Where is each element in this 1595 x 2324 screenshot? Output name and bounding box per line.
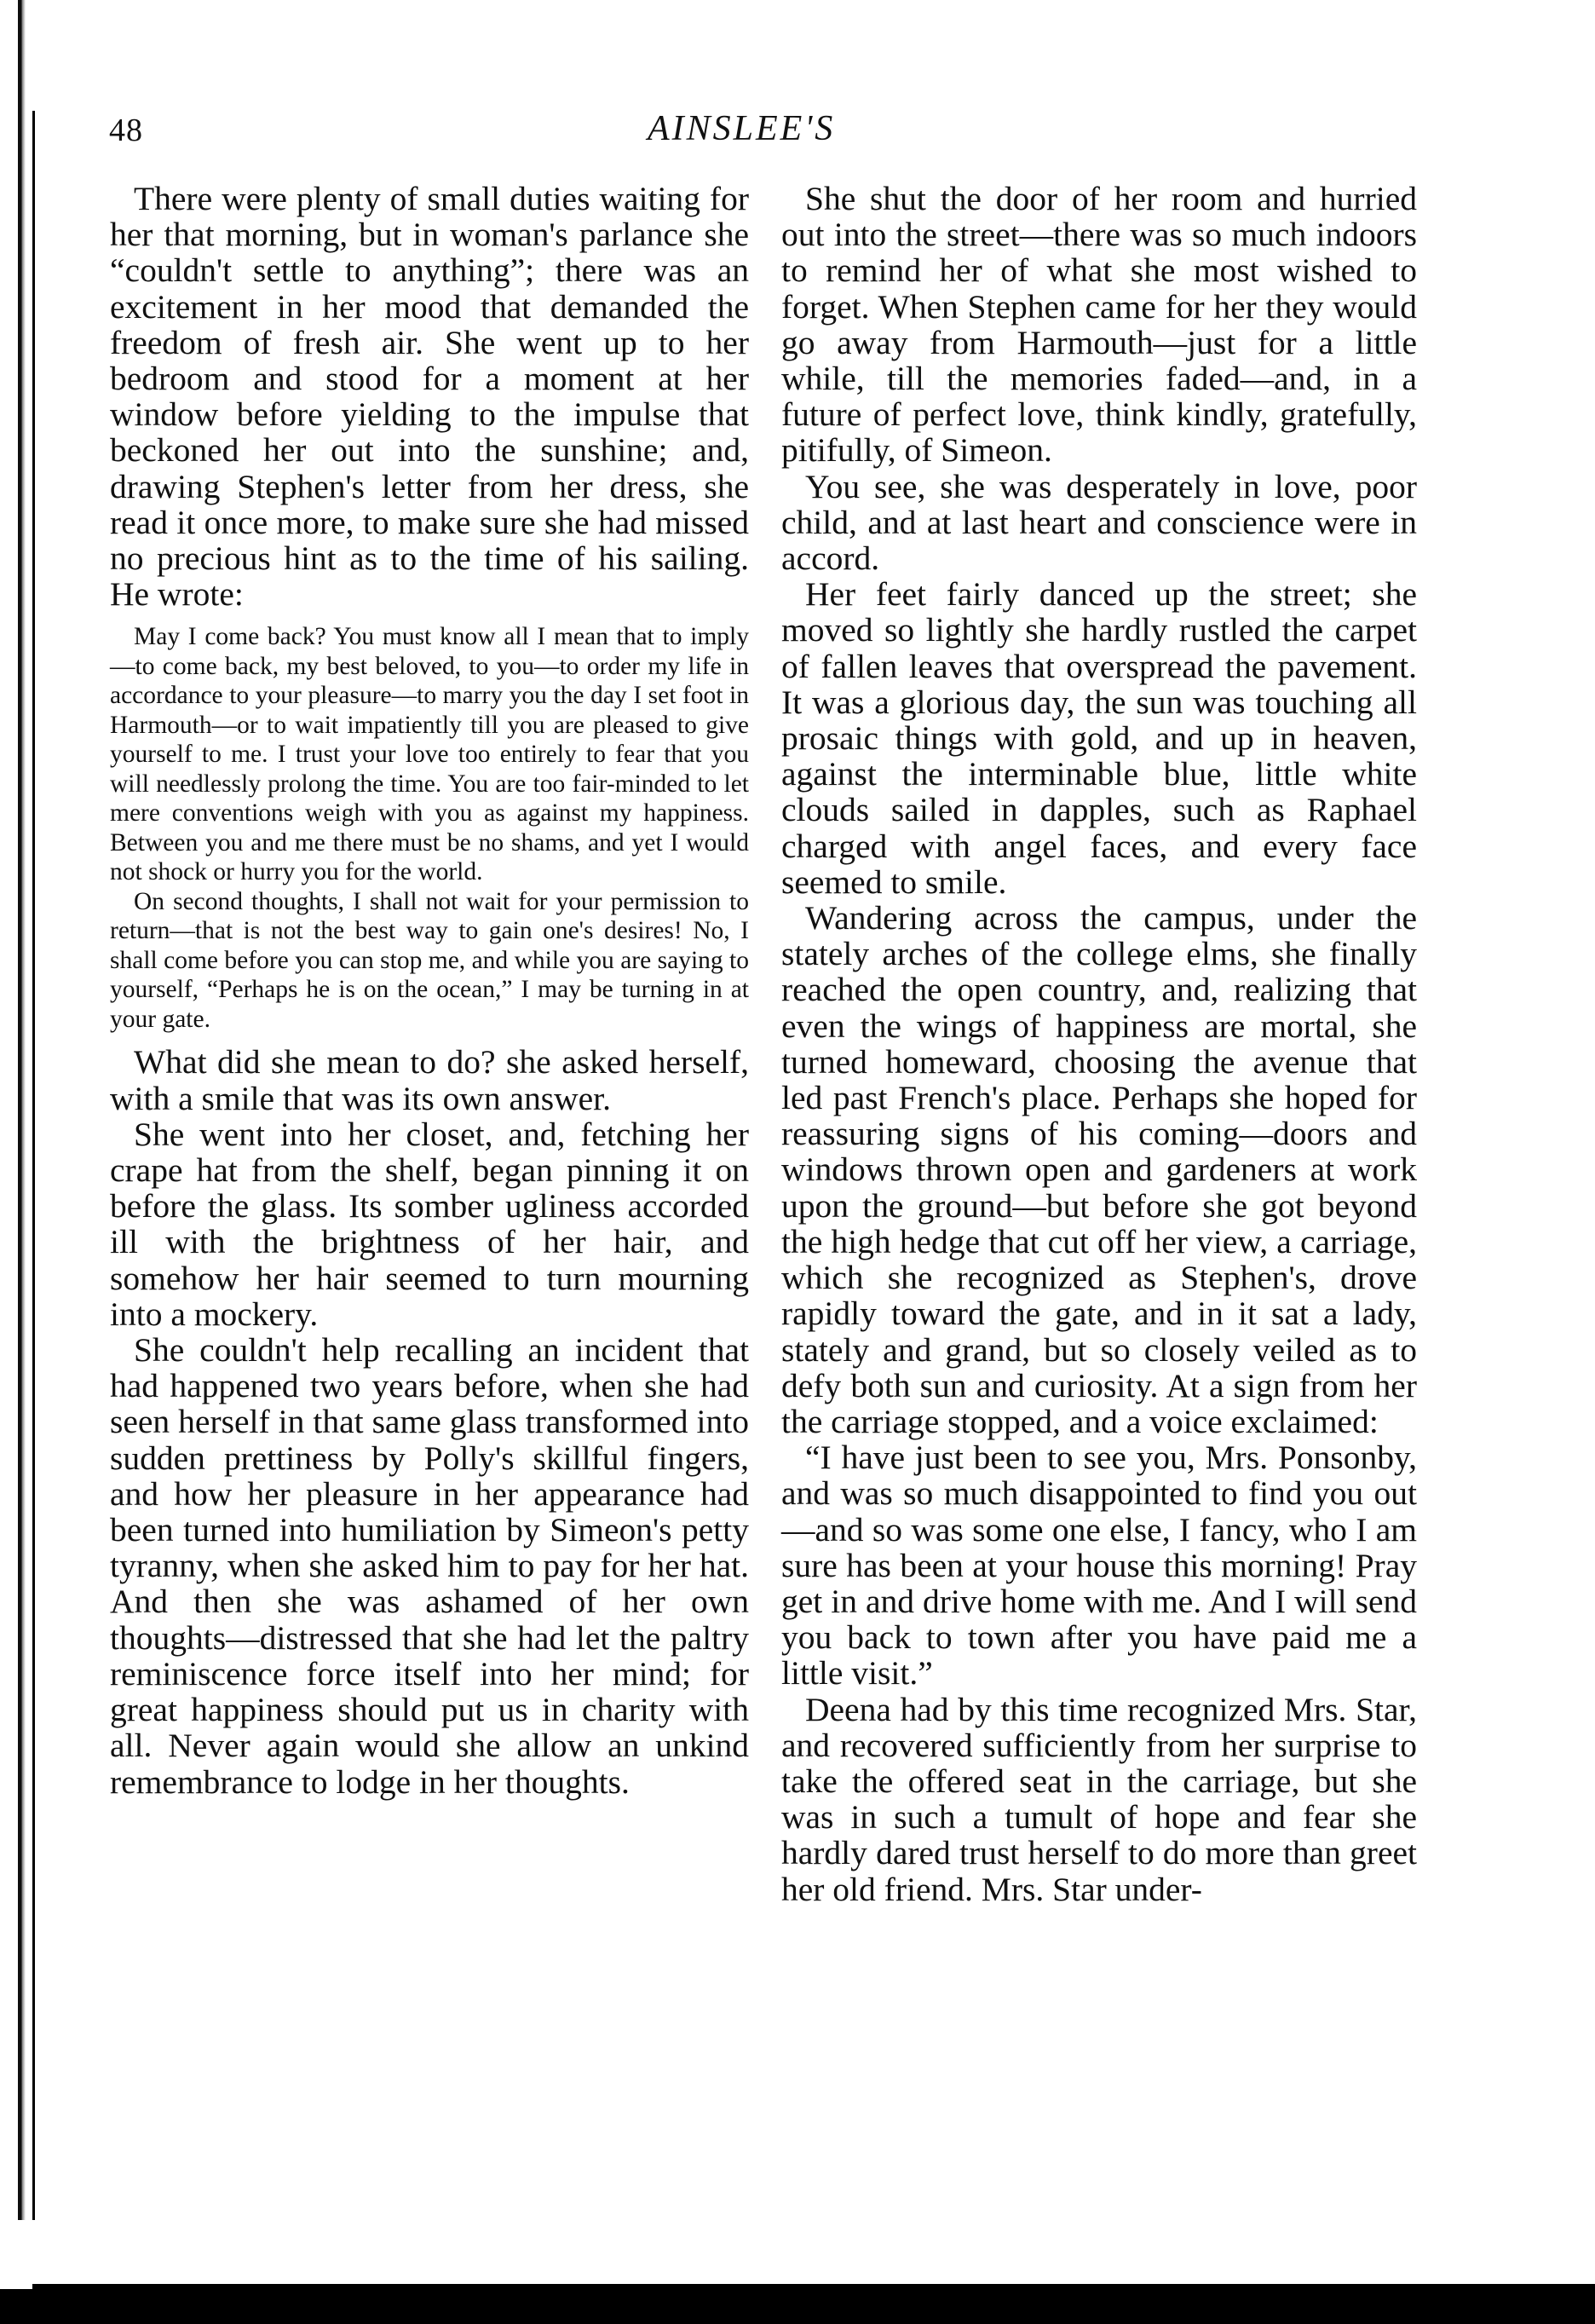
body-paragraph: Her feet fairly danced up the street; she moved so lightly she hardly rustled the carpet of fallen leaves that overspread the pavement. It was a glorious day, the sun was touching all prosaic things with gold, and up in heaven, against the interminable blue, little white clouds sailed in dapples, such as Raphael charged with angel faces, and every face seemed to smile. <box>781 575 1417 901</box>
running-title: AINSLEE'S <box>648 109 836 148</box>
letter-paragraph: On second thoughts, I shall not wait for your permission to return—that is not the best way to gain one's desires! No, I shall come before you can stop me, and while you are saying to yourself, “Perhaps he is on the ocean,” I may be turning in at your gate. <box>110 887 749 1033</box>
body-paragraph: There were plenty of small duties waiting for her that morning, but in woman's parlance she “couldn't settle to anything”; there was an excitement in her mood that demanded the freedom of fresh air. She went up to her bedroom and stood for a moment at her window before yielding to the impulse that beckoned her out into the sunshine; and, drawing Stephen's letter from her dress, she read it once more, to make sure she had missed no precious hint as to the time of his sailing. He wrote: <box>110 180 749 614</box>
right-column <box>781 181 1417 1907</box>
body-paragraph: She shut the door of her room and hurried out into the street—there was so much indoors to remind her of what she most wished to forget. When Stephen came for her they would go away from Harmouth—just for a little while, till the memories faded—and, in a future of perfect love, think kindly, gratefully, pitifully, of Simeon. <box>781 180 1417 470</box>
page-header <box>0 108 1595 159</box>
left-column <box>110 181 749 1800</box>
body-paragraph: She couldn't help recalling an incident that had happened two years before, when she had seen herself in that same glass transformed into sudden prettiness by Polly's skillful fingers, and how her pleasure in her appearance had been turned into humiliation by Simeon's petty tyranny, when she asked him to pay for her hat. And then she was ashamed of her own thoughts—distressed that she had let the paltry reminiscence force itself into her mind; for great happiness should put us in charity with all. Never again would she allow an unkind remembrance to lodge in her thoughts. <box>110 1331 749 1801</box>
scan-bottom-band <box>0 2289 1595 2324</box>
body-paragraph: What did she mean to do? she asked herself, with a smile that was its own answer. <box>110 1043 749 1117</box>
body-paragraph: “I have just been to see you, Mrs. Ponsonby, and was so much disappointed to find you out—and so was some one else, I fancy, who I am sure has been at your house this morning! Pray get in and drive home with me. And I will send you back to town after you have paid me a little visit.” <box>781 1439 1417 1693</box>
body-paragraph: She went into her closet, and, fetching her crape hat from the shelf, began pinning it on before the glass. Its somber ugliness accorded ill with the brightness of her hair, and somehow her hair seemed to turn mourning into a mockery. <box>110 1115 749 1333</box>
quoted-letter <box>110 622 749 1034</box>
scan-binding-edge <box>15 0 27 2220</box>
letter-paragraph: May I come back? You must know all I mean that to imply—to come back, my best beloved, to you—to order my life in accordance to your pleasure—to marry you the day I set foot in Harmouth—or to wait impatiently till you are pleased to give yourself to me. I trust your love too entirely to fear that you will needlessly prolong the time. You are too fair-minded to let mere conventions weigh with you as against my happiness. Between you and me there must be no shams, and yet I would not shock or hurry you for the world. <box>110 623 749 886</box>
scan-page-border <box>32 111 35 2220</box>
body-paragraph: Wandering across the campus, under the stately arches of the college elms, she finally reached the open country, and, realizing that even the wings of happiness are mortal, she turned homeward, choosing the avenue that led past French's place. Perhaps she hoped for reassuring signs of his coming—doors and windows thrown open and gardeners at work upon the ground—but before she got beyond the high hedge that cut off her view, a carriage, which she recognized as Stephen's, drove rapidly toward the gate, and in it sat a lady, stately and grand, but so closely veiled as to defy both sun and curiosity. At a sign from her the carriage stopped, and a voice exclaimed: <box>781 899 1417 1440</box>
page-number: 48 <box>109 112 143 148</box>
body-paragraph: You see, she was desperately in love, poor child, and at last heart and conscience were in accord. <box>781 467 1417 578</box>
body-paragraph: Deena had by this time recognized Mrs. Star, and recovered sufficiently from her surprise to take the offered seat in the carriage, but she was in such a tumult of hope and fear she hardly dared trust herself to do more than greet her old friend. Mrs. Star under- <box>781 1690 1417 1908</box>
